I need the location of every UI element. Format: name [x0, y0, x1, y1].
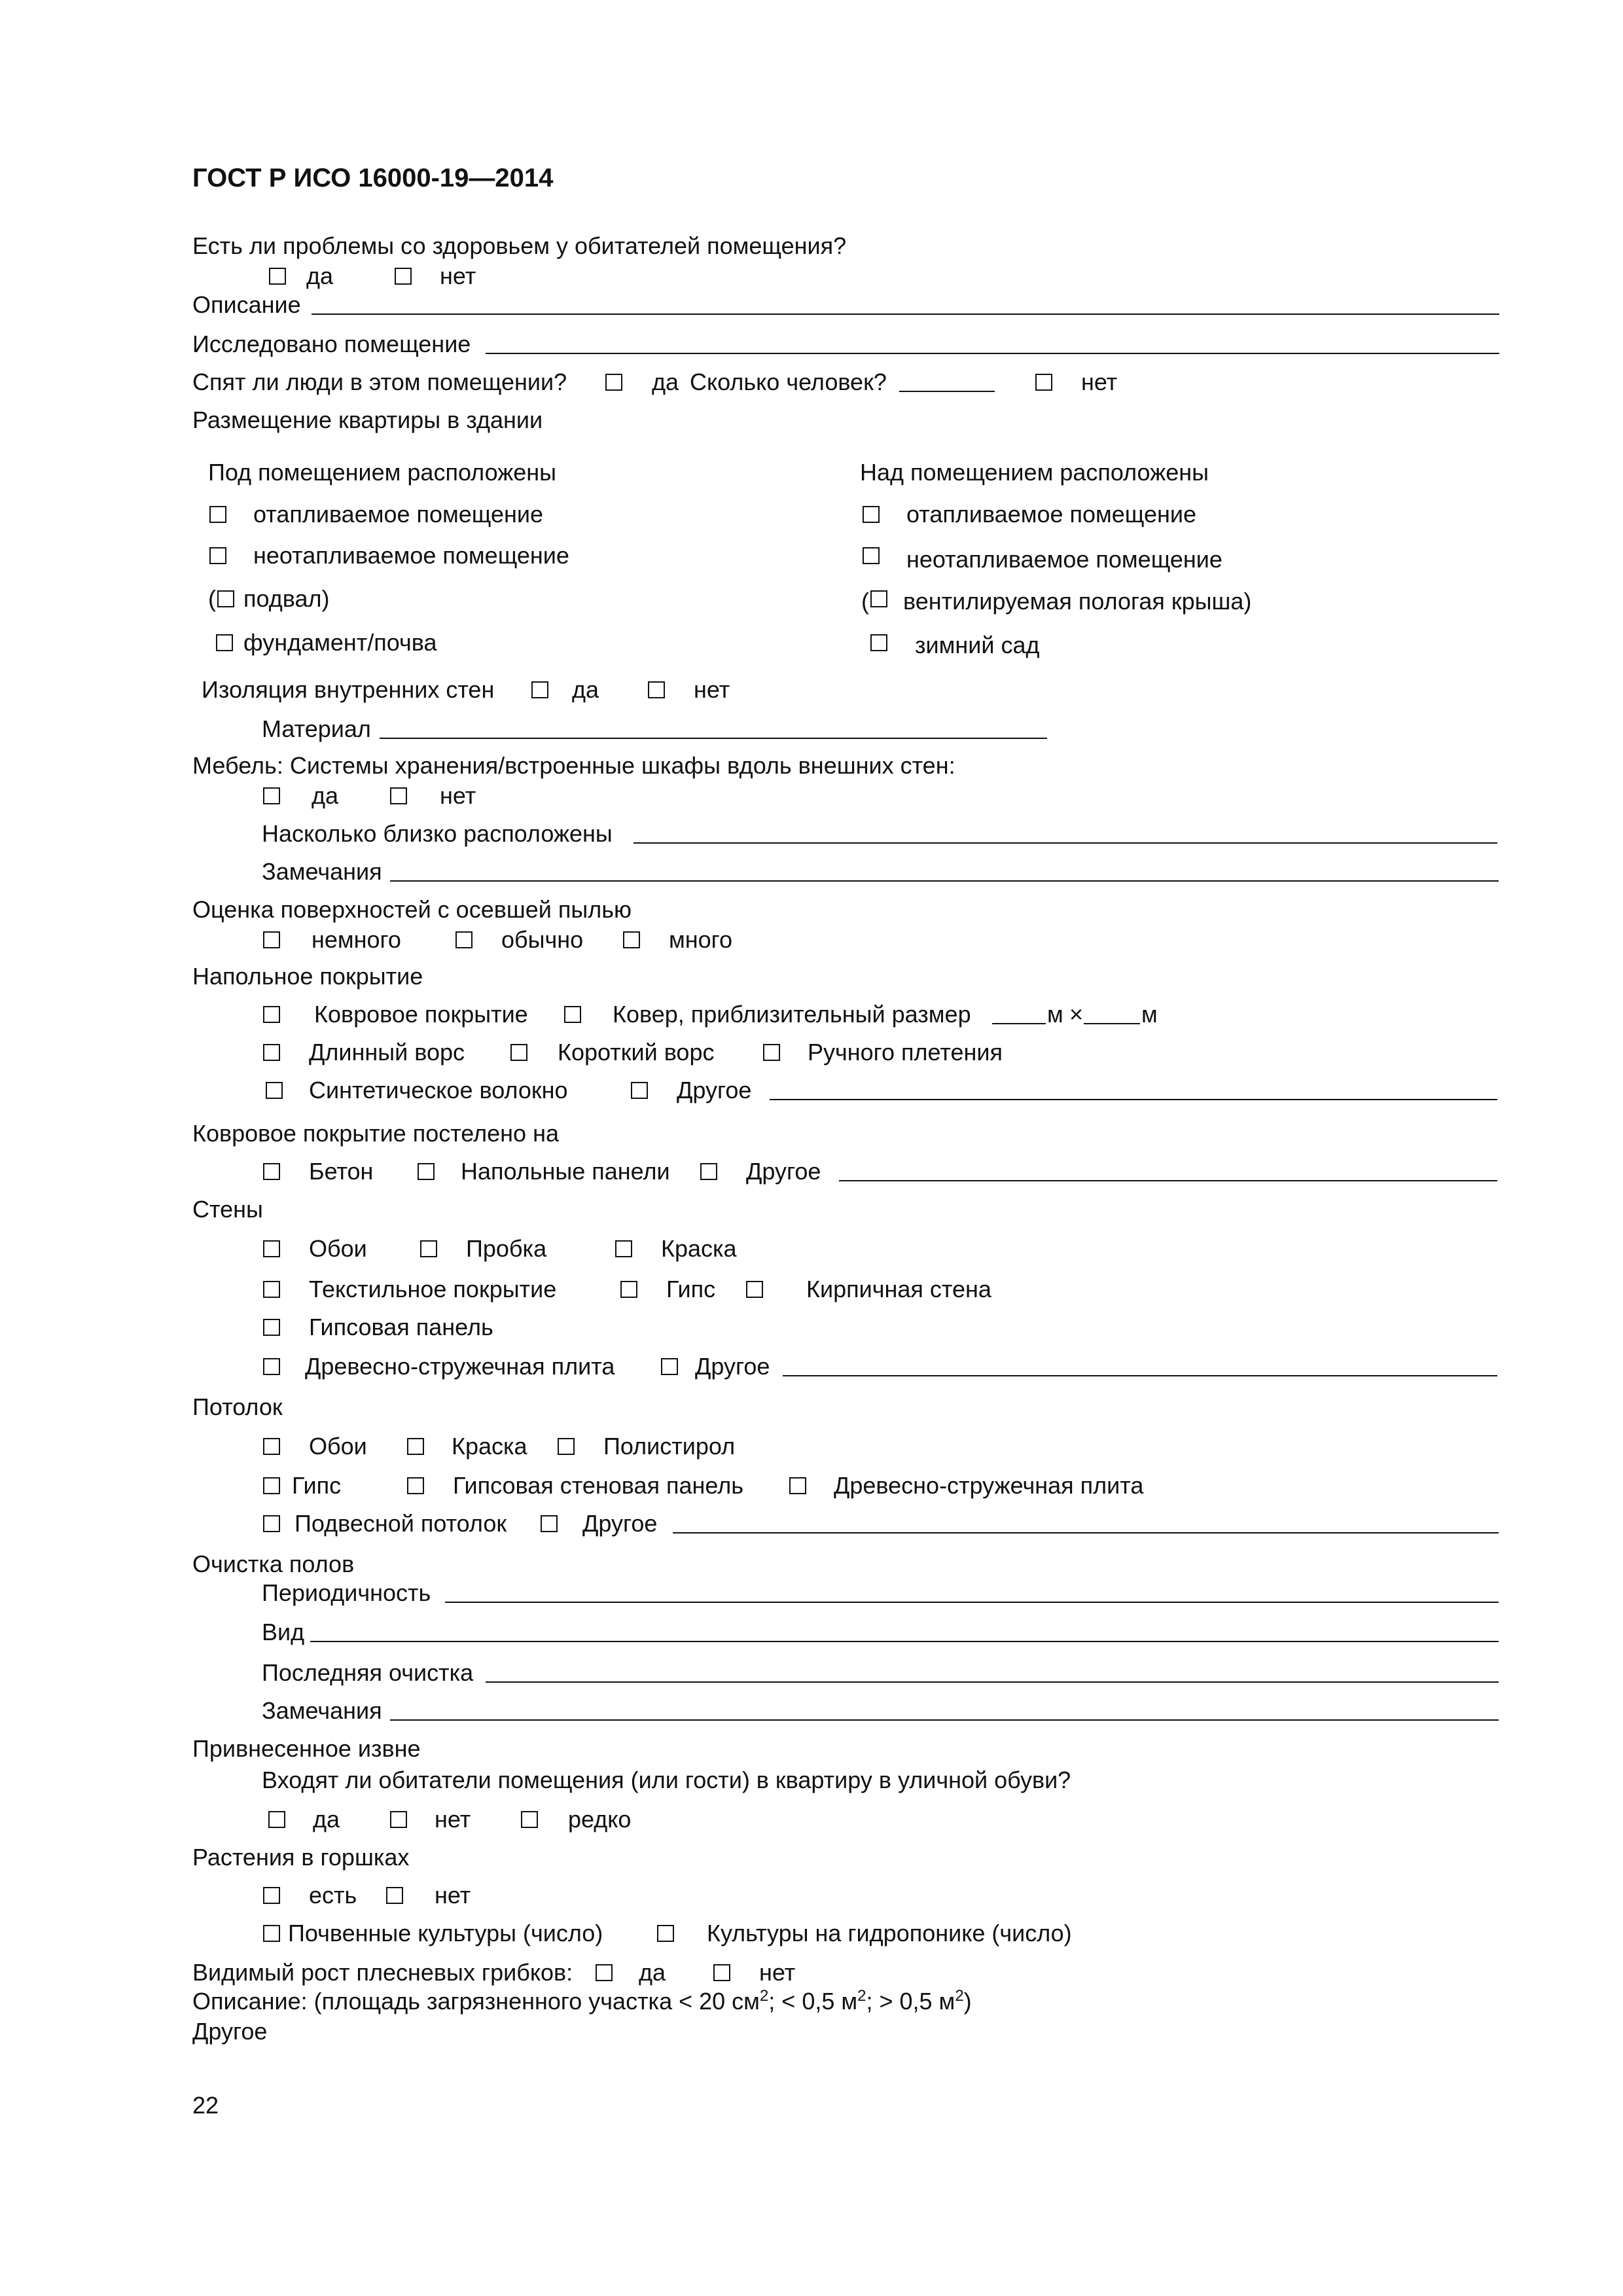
placement-title: Размещение квартиры в здании — [192, 406, 543, 433]
dust-much-checkbox[interactable] — [623, 931, 640, 948]
ceiling-gypsum-wall-panel-label: Гипсовая стеновая панель — [453, 1472, 743, 1499]
walls-brick-label: Кирпичная стена — [806, 1276, 991, 1302]
rug-unit-2: м — [1141, 1001, 1158, 1028]
mold-no-label: нет — [759, 1959, 796, 1986]
examined-row — [0, 329, 1623, 360]
mold-label: Видимый рост плесневых грибков: — [192, 1959, 573, 1986]
cleaning-type-row — [0, 1617, 1623, 1648]
foundation-label: фундамент/почва — [243, 629, 437, 656]
furniture-remarks-field[interactable] — [390, 880, 1499, 882]
insulation-row — [0, 674, 1623, 706]
walls-cork-label: Пробка — [466, 1235, 547, 1262]
floor-other-checkbox[interactable] — [631, 1082, 648, 1099]
mold-other-row — [0, 2016, 1623, 2047]
floor-synthetic-checkbox[interactable] — [266, 1082, 283, 1099]
health-options-row — [0, 260, 1623, 292]
cleaning-last-label: Последняя очистка — [262, 1659, 474, 1686]
below-heated-checkbox[interactable] — [209, 506, 226, 523]
plants-yes-checkbox[interactable] — [263, 1887, 280, 1904]
ceiling-plaster-label: Гипс — [292, 1472, 342, 1499]
mold-no-checkbox[interactable] — [713, 1964, 730, 1981]
ceiling-options-row-1 — [0, 1431, 1623, 1462]
outside-label: Привнесенное извне — [192, 1735, 421, 1762]
carpet-base-label: Ковровое покрытие постелено на — [192, 1120, 559, 1147]
roof-open-paren: ( — [861, 588, 869, 615]
below-heated-label: отапливаемое помещение — [253, 501, 544, 528]
cleaning-row — [0, 1549, 1623, 1580]
walls-gypsum-panel-label: Гипсовая панель — [309, 1314, 493, 1340]
mold-row — [0, 1957, 1623, 1988]
foundation-checkbox[interactable] — [216, 634, 233, 651]
insulation-yes-label: да — [572, 676, 599, 703]
ceiling-polystyrene-label: Полистирол — [603, 1433, 736, 1460]
walls-wallpaper-label: Обои — [309, 1235, 367, 1262]
mold-desc-part-a: Описание: (площадь загрязненного участка < 20 см — [192, 1988, 760, 2015]
walls-textile-label: Текстильное покрытие — [309, 1276, 557, 1302]
walls-wallpaper-checkbox[interactable] — [263, 1240, 280, 1257]
plants-soil-checkbox[interactable] — [263, 1925, 280, 1942]
insulation-no-checkbox[interactable] — [648, 681, 665, 698]
rug-length-field[interactable] — [1084, 1023, 1140, 1024]
ceiling-wallpaper-label: Обои — [309, 1433, 367, 1460]
dust-label: Оценка поверхностей с осевшей пылью — [192, 896, 632, 923]
walls-cork-checkbox[interactable] — [420, 1240, 437, 1257]
above-unheated-label: неотапливаемое помещение — [906, 546, 1222, 573]
examined-label: Исследовано помещение — [192, 331, 471, 357]
outside-no-label: нет — [435, 1806, 471, 1833]
floor-carpet-checkbox[interactable] — [263, 1006, 280, 1023]
above-unheated-checkbox[interactable] — [863, 547, 880, 564]
floor-long-pile-label: Длинный ворс — [309, 1039, 465, 1066]
sleep-question: Спят ли люди в этом помещении? — [192, 368, 567, 395]
carpet-base-other-field[interactable] — [839, 1180, 1497, 1181]
plants-no-label: нет — [435, 1882, 471, 1909]
sleep-yes-label: да — [652, 368, 679, 395]
mold-other-label: Другое — [192, 2018, 268, 2045]
floor-carpet-label: Ковровое покрытие — [314, 1001, 528, 1028]
ceiling-paint-label: Краска — [452, 1433, 527, 1460]
walls-paint-checkbox[interactable] — [615, 1240, 632, 1257]
carpet-base-other-checkbox[interactable] — [700, 1163, 717, 1180]
cleaning-type-label: Вид — [262, 1619, 305, 1645]
plants-no-checkbox[interactable] — [386, 1887, 403, 1904]
dust-normal-label: обычно — [501, 926, 584, 953]
sleep-yes-checkbox[interactable] — [605, 374, 622, 391]
material-label: Материал — [262, 715, 371, 742]
cleaning-frequency-field[interactable] — [445, 1602, 1499, 1603]
furniture-remarks-label: Замечания — [262, 858, 382, 885]
furniture-options-row — [0, 780, 1623, 812]
above-heated-checkbox[interactable] — [863, 506, 880, 523]
outside-rarely-label: редко — [568, 1806, 632, 1833]
floor-label: Напольное покрытие — [192, 963, 423, 990]
dust-normal-checkbox[interactable] — [455, 931, 473, 948]
roof-checkbox[interactable] — [870, 590, 887, 607]
ceiling-suspended-label: Подвесной потолок — [294, 1510, 507, 1537]
floor-rug-checkbox[interactable] — [564, 1006, 581, 1023]
floor-rug-label: Ковер, приблизительный размер — [613, 1001, 971, 1028]
walls-other-checkbox[interactable] — [661, 1358, 678, 1375]
above-heated-label: отапливаемое помещение — [906, 501, 1197, 528]
walls-options-row-3 — [0, 1312, 1623, 1343]
furniture-distance-label: Насколько близко расположены — [262, 820, 613, 847]
dust-little-label: немного — [312, 926, 401, 953]
mold-yes-label: да — [639, 1959, 666, 1986]
plants-hydro-label: Культуры на гидропонике (число) — [707, 1920, 1072, 1946]
cleaning-remarks-row — [0, 1695, 1623, 1727]
furniture-no-checkbox[interactable] — [390, 787, 407, 804]
walls-label: Стены — [192, 1196, 263, 1223]
floor-handwoven-checkbox[interactable] — [763, 1044, 780, 1061]
below-heading: Под помещением расположены — [208, 459, 557, 486]
floor-options-row-2 — [0, 1037, 1623, 1068]
furniture-distance-row — [0, 818, 1623, 850]
ceiling-suspended-checkbox[interactable] — [263, 1515, 280, 1532]
furniture-distance-field[interactable] — [633, 842, 1497, 844]
floor-options-row-1 — [0, 999, 1623, 1030]
outside-yes-label: да — [313, 1806, 340, 1833]
rug-width-field[interactable] — [992, 1023, 1046, 1024]
ceiling-gypsum-wall-panel-checkbox[interactable] — [407, 1477, 424, 1494]
walls-chipboard-label: Древесно-стружечная плита — [305, 1353, 615, 1380]
basement-label: подвал) — [243, 585, 330, 612]
mold-yes-checkbox[interactable] — [596, 1964, 613, 1981]
health-no-label: нет — [440, 262, 476, 289]
carpet-base-other-label: Другое — [746, 1158, 821, 1185]
carpet-base-options-row — [0, 1156, 1623, 1187]
floor-short-pile-label: Короткий ворс — [558, 1039, 715, 1066]
cleaning-type-field[interactable] — [310, 1641, 1499, 1642]
carpet-base-panels-checkbox[interactable] — [418, 1163, 435, 1180]
mold-desc-sup-1: 2 — [759, 1987, 769, 2005]
dust-options-row — [0, 924, 1623, 956]
ceiling-options-row-2 — [0, 1470, 1623, 1501]
floor-other-field[interactable] — [770, 1099, 1497, 1100]
outside-rarely-checkbox[interactable] — [521, 1811, 538, 1828]
ceiling-chipboard-label: Древесно-стружечная плита — [834, 1472, 1144, 1499]
garden-label: зимний сад — [915, 632, 1040, 658]
material-field[interactable] — [380, 738, 1047, 739]
dust-row — [0, 894, 1623, 925]
walls-options-row-2 — [0, 1274, 1623, 1305]
basement-open-paren: ( — [208, 585, 216, 612]
plants-soil-label: Почвенные культуры (число) — [288, 1920, 603, 1946]
cleaning-frequency-row — [0, 1577, 1623, 1609]
plants-row — [0, 1842, 1623, 1873]
outside-options-row — [0, 1804, 1623, 1835]
ceiling-row — [0, 1391, 1623, 1423]
outside-row — [0, 1733, 1623, 1765]
walls-plaster-checkbox[interactable] — [620, 1281, 637, 1298]
mold-description — [192, 1986, 972, 2017]
ceiling-polystyrene-checkbox[interactable] — [558, 1438, 575, 1455]
document-header: ГОСТ Р ИСО 16000-19—2014 — [192, 164, 554, 192]
outside-no-checkbox[interactable] — [390, 1811, 407, 1828]
cleaning-last-field[interactable] — [486, 1681, 1499, 1683]
cleaning-remarks-label: Замечания — [262, 1697, 382, 1724]
furniture-remarks-row — [0, 856, 1623, 888]
walls-other-label: Другое — [695, 1353, 770, 1380]
mold-desc-sup-2: 2 — [857, 1987, 866, 2005]
basement-checkbox[interactable] — [217, 590, 234, 607]
floor-handwoven-label: Ручного плетения — [808, 1039, 1003, 1066]
cleaning-remarks-field[interactable] — [390, 1719, 1499, 1721]
carpet-base-row — [0, 1118, 1623, 1149]
walls-gypsum-panel-checkbox[interactable] — [263, 1319, 280, 1336]
ceiling-plaster-checkbox[interactable] — [263, 1477, 280, 1494]
rug-unit-1: м — [1047, 1001, 1063, 1028]
insulation-label: Изоляция внутренних стен — [202, 676, 495, 703]
ceiling-options-row-3 — [0, 1508, 1623, 1539]
plants-options-row — [0, 1880, 1623, 1911]
floor-options-row-3 — [0, 1075, 1623, 1106]
sleep-count-label: Сколько человек? — [690, 368, 887, 395]
roof-label: вентилируемая пологая крыша) — [903, 588, 1252, 615]
plants-yes-label: есть — [309, 1882, 357, 1909]
plants-types-row — [0, 1918, 1623, 1949]
ceiling-wallpaper-checkbox[interactable] — [263, 1438, 280, 1455]
cleaning-frequency-label: Периодичность — [262, 1579, 431, 1606]
carpet-base-concrete-checkbox[interactable] — [263, 1163, 280, 1180]
placement-heated-row — [0, 499, 1623, 530]
mold-description-row — [0, 1986, 1623, 2017]
mold-desc-sup-3: 2 — [955, 1987, 964, 2005]
furniture-row — [0, 750, 1623, 781]
mold-desc-part-d: ) — [963, 1988, 972, 2015]
plants-label: Растения в горшках — [192, 1844, 410, 1871]
walls-options-row-4 — [0, 1351, 1623, 1382]
walls-plaster-label: Гипс — [666, 1276, 716, 1302]
placement-unheated-row — [0, 540, 1623, 571]
below-unheated-checkbox[interactable] — [209, 547, 226, 564]
sleep-no-checkbox[interactable] — [1035, 374, 1052, 391]
cleaning-label: Очистка полов — [192, 1551, 355, 1577]
page-number: 22 — [192, 2092, 219, 2119]
garden-checkbox[interactable] — [870, 634, 887, 651]
floor-synthetic-label: Синтетическое волокно — [309, 1077, 568, 1103]
floor-short-pile-checkbox[interactable] — [510, 1044, 527, 1061]
plants-hydro-checkbox[interactable] — [657, 1925, 674, 1942]
placement-foundation-row — [0, 627, 1623, 658]
placement-title-row — [0, 404, 1623, 436]
walls-paint-label: Краска — [661, 1235, 737, 1262]
furniture-label: Мебель: Системы хранения/встроенные шкафы вдоль внешних стен: — [192, 752, 955, 779]
health-no-checkbox[interactable] — [395, 268, 412, 285]
walls-brick-checkbox[interactable] — [746, 1281, 763, 1298]
furniture-no-label: нет — [440, 782, 476, 809]
health-description-field[interactable] — [312, 314, 1499, 315]
health-description-row — [0, 289, 1623, 321]
carpet-base-concrete-label: Бетон — [309, 1158, 374, 1185]
sleep-row — [0, 367, 1623, 398]
insulation-no-label: нет — [694, 676, 730, 703]
ceiling-chipboard-checkbox[interactable] — [789, 1477, 806, 1494]
mold-desc-part-c: ; > 0,5 м — [866, 1988, 955, 2015]
ceiling-paint-checkbox[interactable] — [407, 1438, 424, 1455]
floor-long-pile-checkbox[interactable] — [263, 1044, 280, 1061]
placement-headings-row — [0, 457, 1623, 488]
health-description-label: Описание — [192, 291, 301, 318]
rug-times: × — [1069, 1001, 1084, 1028]
walls-textile-checkbox[interactable] — [263, 1281, 280, 1298]
placement-basement-row — [0, 583, 1623, 615]
floor-other-label: Другое — [677, 1077, 752, 1103]
ceiling-other-label: Другое — [582, 1510, 658, 1537]
health-yes-label: да — [306, 262, 334, 289]
outside-question-row — [0, 1765, 1623, 1796]
examined-field[interactable] — [486, 353, 1499, 354]
walls-row — [0, 1194, 1623, 1225]
walls-chipboard-checkbox[interactable] — [263, 1358, 280, 1375]
insulation-yes-checkbox[interactable] — [531, 681, 548, 698]
sleep-no-label: нет — [1081, 368, 1118, 395]
floor-row — [0, 961, 1623, 992]
ceiling-other-checkbox[interactable] — [541, 1515, 558, 1532]
furniture-yes-checkbox[interactable] — [263, 787, 280, 804]
outside-yes-checkbox[interactable] — [268, 1811, 285, 1828]
health-question: Есть ли проблемы со здоровьем у обитателей помещения? — [192, 232, 847, 259]
mold-desc-part-b: ; < 0,5 м — [768, 1988, 858, 2015]
ceiling-label: Потолок — [192, 1393, 283, 1420]
cleaning-last-row — [0, 1657, 1623, 1689]
ceiling-other-field[interactable] — [673, 1532, 1499, 1534]
carpet-base-panels-label: Напольные панели — [461, 1158, 670, 1185]
sleep-count-field[interactable] — [899, 391, 995, 392]
dust-little-checkbox[interactable] — [263, 931, 280, 948]
walls-options-row-1 — [0, 1233, 1623, 1265]
furniture-yes-label: да — [312, 782, 339, 809]
above-heading: Над помещением расположены — [860, 459, 1209, 486]
material-row — [0, 713, 1623, 745]
outside-question: Входят ли обитатели помещения (или гости) в квартиру в уличной обуви? — [262, 1767, 1071, 1793]
walls-other-field[interactable] — [783, 1375, 1497, 1376]
below-unheated-label: неотапливаемое помещение — [253, 542, 569, 569]
health-question-row — [0, 230, 1623, 262]
health-yes-checkbox[interactable] — [269, 268, 286, 285]
dust-much-label: много — [669, 926, 733, 953]
